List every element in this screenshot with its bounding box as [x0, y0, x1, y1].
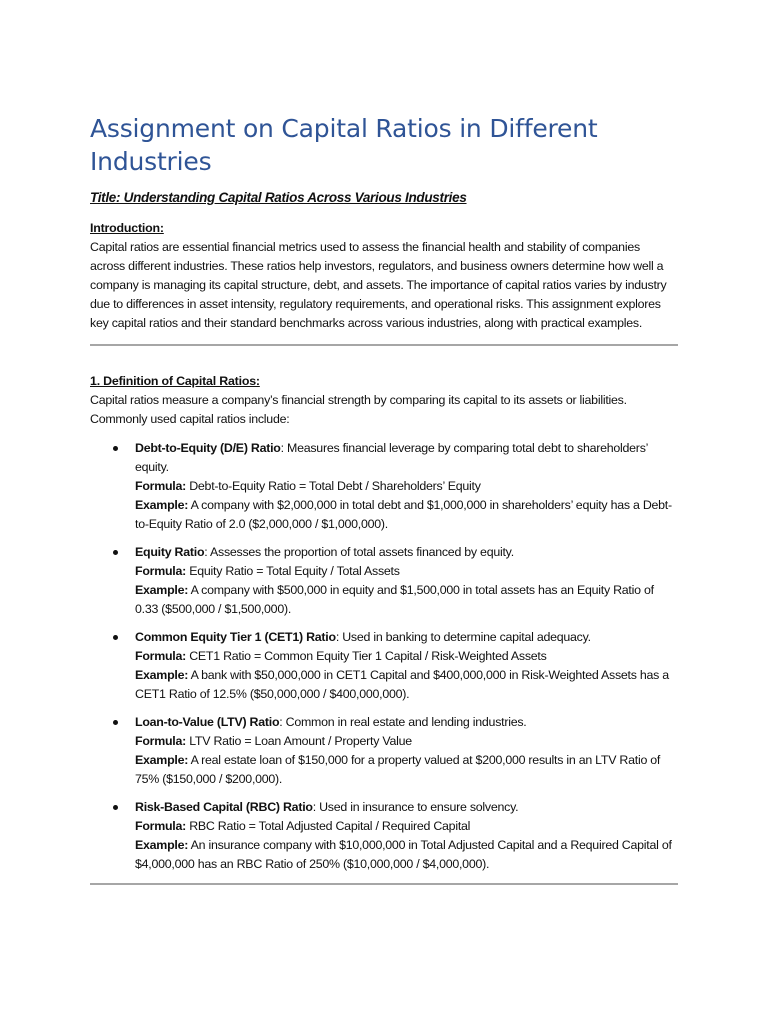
document-page [90, 112, 678, 885]
bullet-icon [113, 550, 118, 555]
formula-text: LTV Ratio = Loan Amount / Property Value [186, 734, 412, 748]
ratio-name: Common Equity Tier 1 (CET1) Ratio [135, 630, 336, 644]
ratio-description: : Common in real estate and lending industries. [279, 715, 527, 729]
section-1-heading: 1. Definition of Capital Ratios: [90, 374, 260, 388]
section-1-text: Capital ratios measure a company’s financial strength by comparing its capital to its assets or liabilities. Commonly used capital ratios include: [90, 393, 627, 426]
ratio-formula [135, 817, 678, 836]
section-definition [90, 372, 678, 874]
example-text: A company with $2,000,000 in total debt and $1,000,000 in shareholders’ equity has a Debt-to-Equity Ratio of 2.0 ($2,000,000 / $1,000,000). [135, 498, 672, 531]
formula-label: Formula: [135, 564, 187, 578]
list-item [90, 798, 678, 874]
bullet-icon [113, 720, 118, 725]
ratio-name: Risk-Based Capital (RBC) Ratio [135, 800, 313, 814]
ratio-name: Debt-to-Equity (D/E) Ratio [135, 441, 281, 455]
ratio-example [135, 751, 678, 789]
example-label: Example: [135, 838, 189, 852]
ratio-formula [135, 477, 678, 496]
formula-label: Formula: [135, 734, 187, 748]
list-item [90, 713, 678, 789]
ratio-formula [135, 647, 678, 666]
formula-text: Equity Ratio = Total Equity / Total Assets [186, 564, 400, 578]
bullet-icon [113, 805, 118, 810]
list-item [90, 439, 678, 534]
ratio-formula [135, 562, 678, 581]
bullet-icon [113, 635, 118, 640]
ratio-description: : Measures financial leverage by comparing total debt to shareholders’ equity. [135, 441, 648, 474]
ratio-example [135, 581, 678, 619]
ratio-description: : Used in banking to determine capital adequacy. [335, 630, 591, 644]
example-text: An insurance company with $10,000,000 in Total Adjusted Capital and a Required Capital of $4,000,000 has an RBC Ratio of 250% ($10,000,000 / $4,000,000). [135, 838, 672, 871]
example-text: A real estate loan of $150,000 for a property valued at $200,000 results in an LTV Ratio of 75% ($150,000 / $200,000). [135, 753, 661, 786]
bullet-icon [113, 446, 118, 451]
ratio-example [135, 496, 678, 534]
formula-text: Debt-to-Equity Ratio = Total Debt / Shareholders’ Equity [186, 479, 481, 493]
section-divider [90, 344, 678, 346]
ratio-name: Equity Ratio [135, 545, 205, 559]
ratio-example [135, 666, 678, 704]
formula-label: Formula: [135, 479, 187, 493]
introduction-text: Capital ratios are essential financial metrics used to assess the financial health and stability of companies across different industries. These ratios help investors, regulators, and business owners determine how well a company is managing its capital structure, debt, and assets. The importance of capital ratios varies by industry due to differences in asset intensity, regulatory requirements, and operational risks. This assignment explores key capital ratios and their standard benchmarks across various industries, along with practical examples. [90, 240, 667, 330]
formula-text: CET1 Ratio = Common Equity Tier 1 Capital / Risk-Weighted Assets [186, 649, 547, 663]
ratio-formula [135, 732, 678, 751]
formula-label: Formula: [135, 819, 187, 833]
list-item [90, 543, 678, 619]
example-label: Example: [135, 753, 189, 767]
example-text: A bank with $50,000,000 in CET1 Capital and $400,000,000 in Risk-Weighted Assets has a CET1 Ratio of 12.5% ($50,000,000 / $400,000,000). [135, 668, 669, 701]
section-divider [90, 883, 678, 885]
document-title: Assignment on Capital Ratios in Different Industries [90, 114, 598, 176]
introduction-heading: Introduction: [90, 221, 164, 235]
example-text: A company with $500,000 in equity and $1,500,000 in total assets has an Equity Ratio of 0.33 ($500,000 / $1,500,000). [135, 583, 654, 616]
list-item [90, 628, 678, 704]
example-label: Example: [135, 668, 189, 682]
ratio-example [135, 836, 678, 874]
example-label: Example: [135, 583, 189, 597]
formula-label: Formula: [135, 649, 187, 663]
formula-text: RBC Ratio = Total Adjusted Capital / Required Capital [186, 819, 471, 833]
ratio-description: : Assesses the proportion of total assets financed by equity. [204, 545, 514, 559]
example-label: Example: [135, 498, 189, 512]
ratio-name: Loan-to-Value (LTV) Ratio [135, 715, 280, 729]
capital-ratio-list [90, 439, 678, 874]
document-subtitle: Title: Understanding Capital Ratios Across Various Industries [90, 190, 467, 205]
ratio-description: : Used in insurance to ensure solvency. [312, 800, 519, 814]
